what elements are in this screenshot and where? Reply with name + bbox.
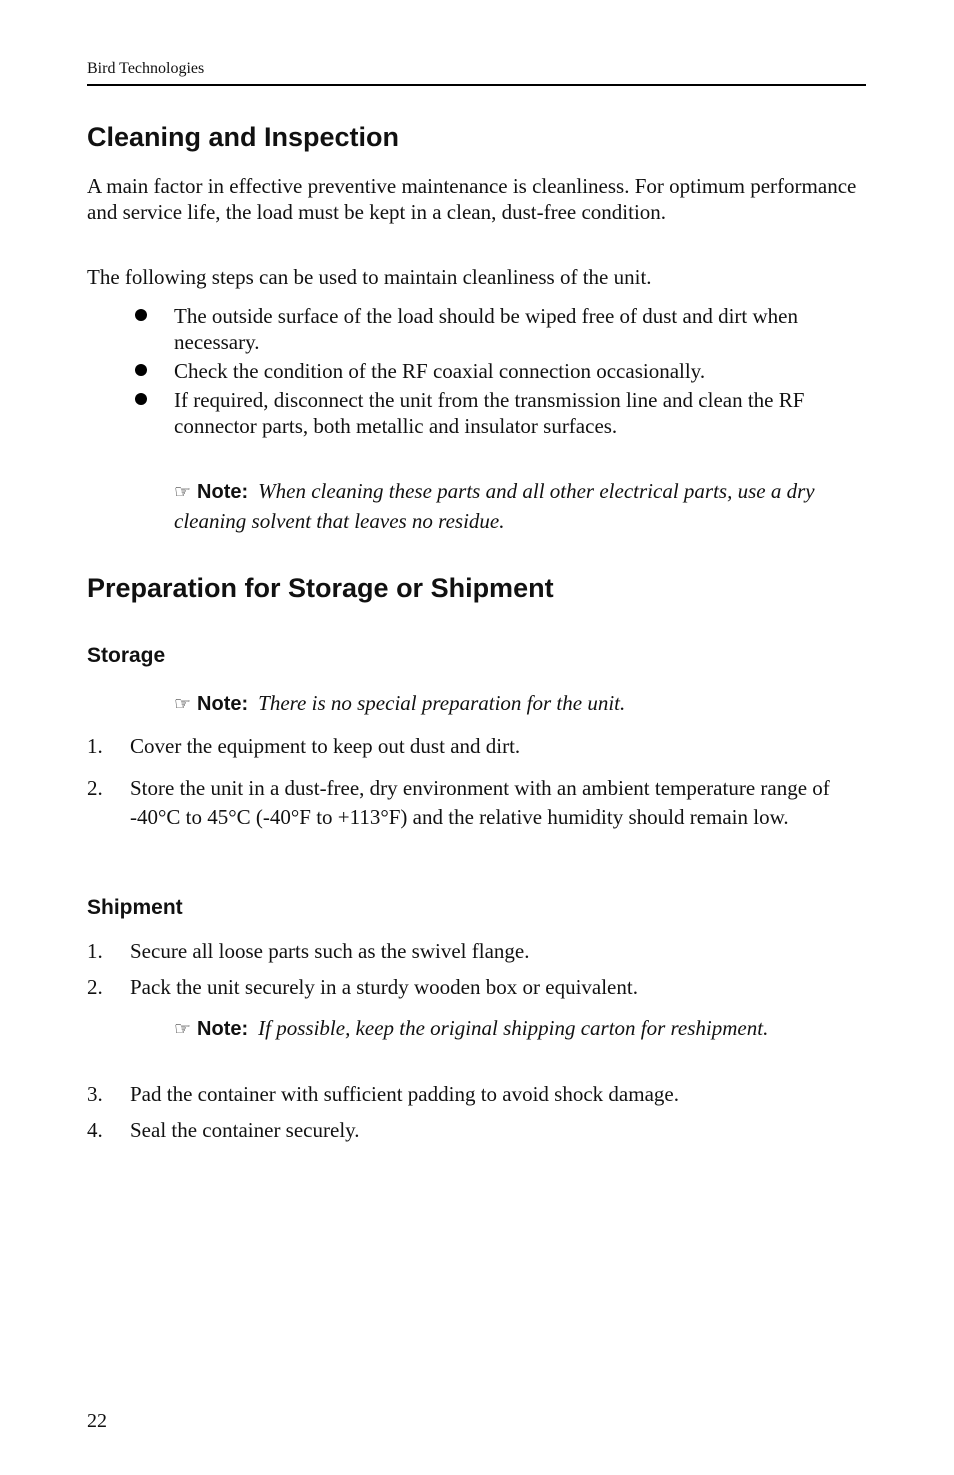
step-text: Pack the unit securely in a sturdy wooden box or equivalent.: [130, 975, 638, 999]
step-number: 2.: [87, 776, 103, 800]
pointing-hand-icon: ☞: [174, 1018, 192, 1040]
shipment-note: [174, 1014, 864, 1043]
cleaning-paragraph-2: The following steps can be used to maintain cleanliness of the unit.: [87, 265, 652, 289]
step-number: 2.: [87, 975, 103, 999]
storage-step: [87, 733, 869, 759]
note-label: Note:: [197, 693, 249, 715]
shipment-step: [87, 938, 869, 964]
bullet-dot: [135, 393, 147, 405]
bullet-text: Check the condition of the RF coaxial connection occasionally.: [174, 359, 706, 383]
company-name: Bird Technologies: [87, 60, 205, 77]
shipment-heading: Shipment: [87, 896, 183, 919]
running-header: [87, 60, 866, 86]
shipment-step: [87, 974, 869, 1000]
step-text: Pad the container with sufficient padding to avoid shock damage.: [130, 1082, 679, 1106]
shipment-step: [87, 1117, 869, 1143]
bullet-item: [87, 358, 867, 384]
note-label: Note:: [197, 481, 249, 503]
step-number: 1.: [87, 734, 103, 758]
step-text: Seal the container securely.: [130, 1118, 360, 1142]
storage-step: [87, 774, 869, 832]
step-text: Secure all loose parts such as the swivel flange.: [130, 939, 530, 963]
note-text: There is no special preparation for the unit.: [258, 691, 626, 715]
preparation-heading: Preparation for Storage or Shipment: [87, 573, 554, 603]
pointing-hand-icon: ☞: [174, 693, 192, 715]
storage-heading: Storage: [87, 644, 166, 667]
note-text: If possible, keep the original shipping carton for reshipment.: [258, 1016, 769, 1040]
bullet-text: If required, disconnect the unit from the transmission line and clean the RF connector parts, both metallic and insulator surfaces.: [174, 388, 805, 438]
bullet-text: The outside surface of the load should be wiped free of dust and dirt when necessary.: [174, 304, 798, 354]
cleaning-note: [174, 477, 864, 536]
bullet-item: [87, 387, 867, 439]
bullet-dot: [135, 364, 147, 376]
step-number: 1.: [87, 939, 103, 963]
step-text: Cover the equipment to keep out dust and dirt.: [130, 734, 521, 758]
cleaning-heading: Cleaning and Inspection: [87, 122, 400, 152]
bullet-item: [87, 303, 867, 355]
bullet-dot: [135, 309, 147, 321]
storage-note: [174, 690, 864, 717]
page-number: 22: [87, 1410, 107, 1432]
step-number: 3.: [87, 1082, 103, 1106]
step-text: Store the unit in a dust-free, dry environment with an ambient temperature range of -40°C to 45°C (-40°F to +113°F) and the relative humidity should remain low.: [130, 776, 830, 829]
pointing-hand-icon: ☞: [174, 481, 192, 503]
note-label: Note:: [197, 1018, 249, 1040]
cleaning-paragraph-1: A main factor in effective preventive maintenance is cleanliness. For optimum performance and service life, the load must be kept in a clean, dust-free condition.: [87, 174, 857, 224]
shipment-step: [87, 1081, 869, 1107]
step-number: 4.: [87, 1118, 103, 1142]
note-text: When cleaning these parts and all other electrical parts, use a dry cleaning solvent that leaves no residue.: [174, 479, 815, 533]
